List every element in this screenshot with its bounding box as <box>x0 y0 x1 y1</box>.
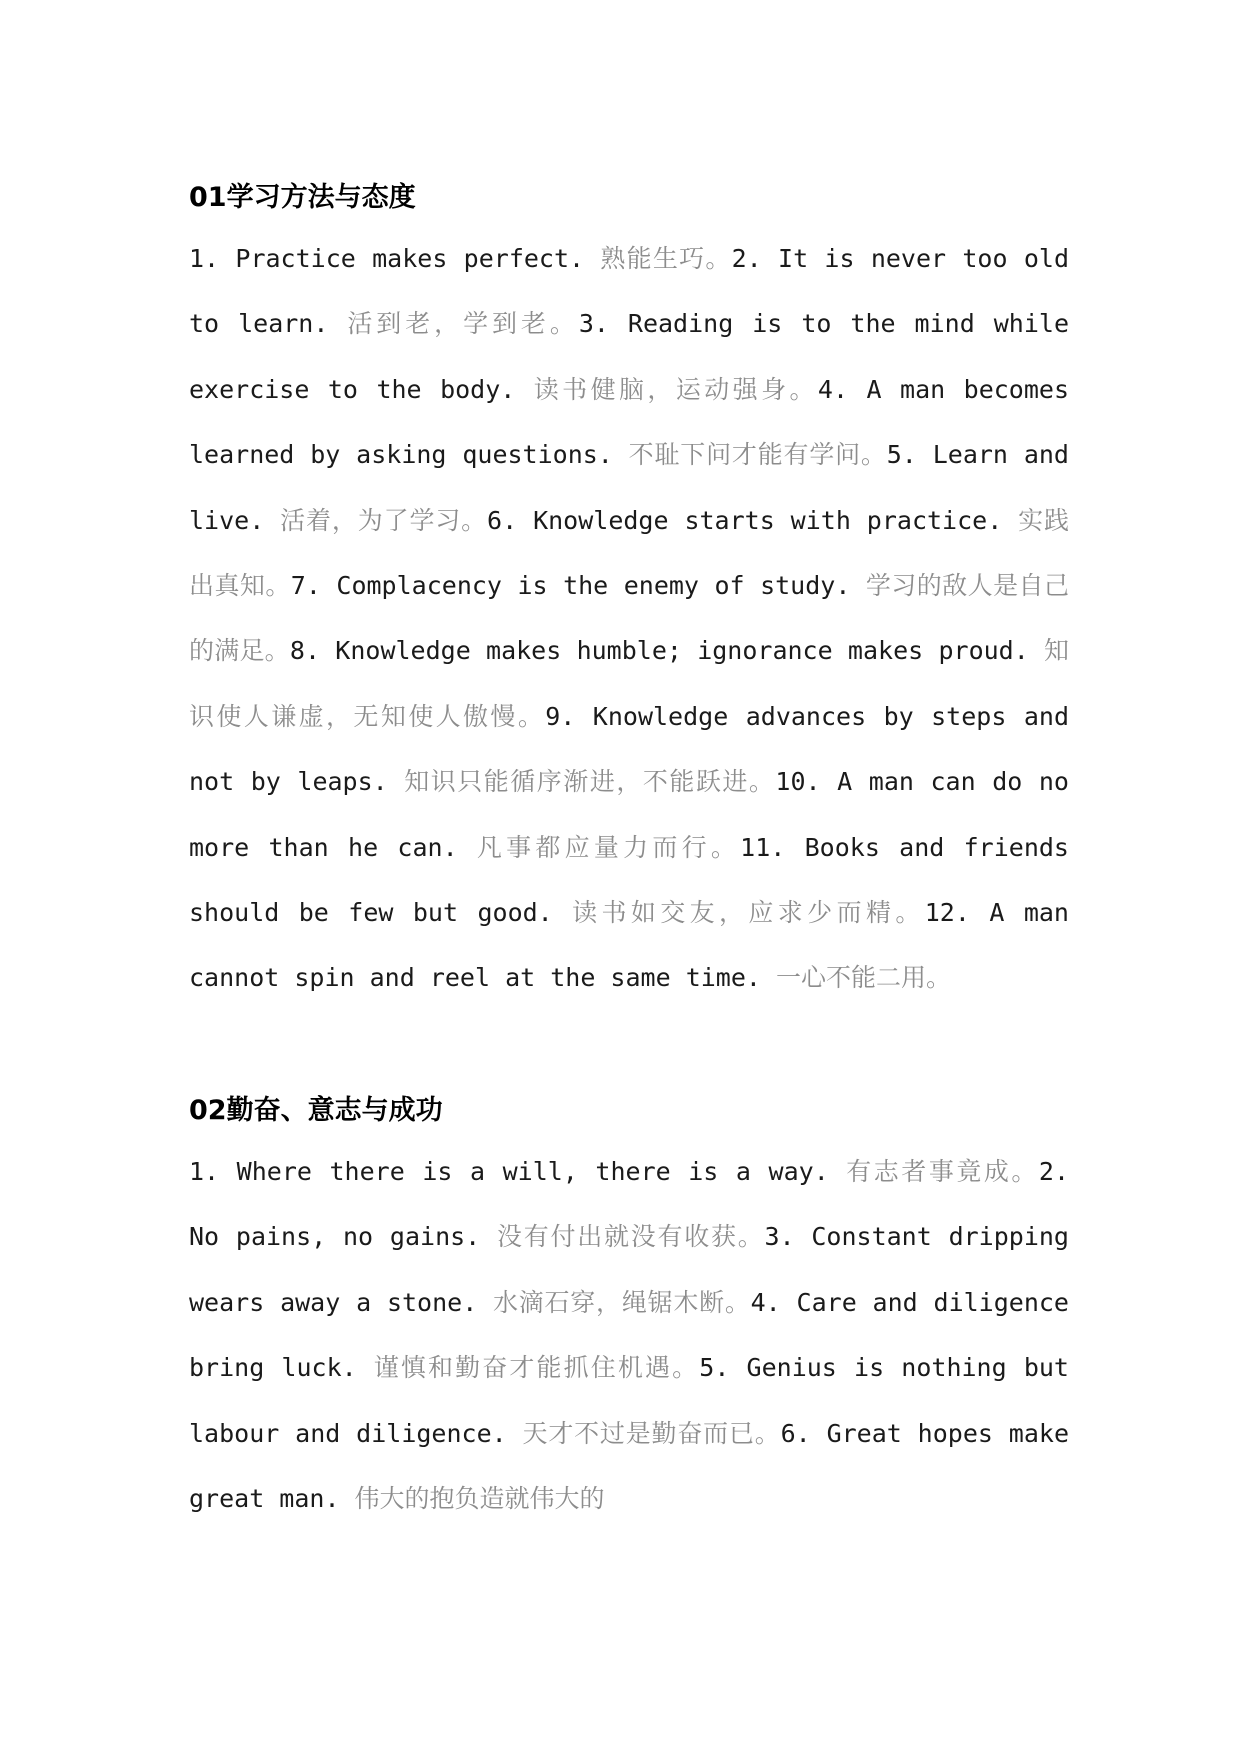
proverb-english: Great hopes make great man. <box>189 1418 1069 1513</box>
proverb-number: 8. <box>289 636 336 666</box>
proverb-chinese: 熟能生巧。 <box>599 244 732 273</box>
proverb-english: Learn and live. <box>189 440 1069 535</box>
section-heading-2: 02勤奋、意志与成功 <box>189 1094 443 1126</box>
proverb-number: 1. <box>189 1156 237 1186</box>
proverb-chinese: 读书健脑，运动强身。 <box>530 374 818 404</box>
proverb-chinese: 谨慎和勤奋才能抓住机遇。 <box>371 1353 700 1383</box>
proverb-chinese: 知识使人谦虚，无知使人傲慢。 <box>189 636 1070 731</box>
proverb-english: Constant dripping wears away a stone. <box>189 1222 1069 1317</box>
proverb-number: 2. <box>731 244 779 273</box>
proverb-number: 3. <box>578 309 628 339</box>
proverb-english: Practice makes perfect. <box>235 244 585 273</box>
proverb-list-2 <box>189 1139 1069 1531</box>
proverb-english: Care and diligence bring luck. <box>189 1287 1069 1383</box>
proverb-english: It is never too old to learn. <box>189 244 1069 339</box>
proverb-chinese: 凡事都应量力而行。 <box>472 832 741 862</box>
proverb-english: Reading is to the mind while exercise to the body. <box>189 309 1070 404</box>
proverb-number: 2. <box>1038 1156 1069 1186</box>
proverb-chinese: 一心不能二用。 <box>775 963 951 993</box>
proverb-number: 6. <box>780 1418 827 1448</box>
proverb-chinese: 水滴石穿，绳锯木断。 <box>492 1287 751 1317</box>
section-heading-1: 01学习方法与态度 <box>189 182 416 213</box>
proverb-english: Knowledge starts with practice. <box>533 505 1003 535</box>
proverb-number: 4. <box>817 374 867 404</box>
proverb-chinese: 不耻下问才能有学问。 <box>627 440 887 470</box>
section-gap <box>189 1011 1069 1083</box>
proverb-number: 11. <box>740 832 805 862</box>
proverb-chinese: 活到老，学到老。 <box>343 309 579 339</box>
proverb-number: 9. <box>545 701 593 731</box>
proverb-chinese: 活着，为了学习。 <box>279 505 488 535</box>
proverb-number: 4. <box>750 1287 797 1317</box>
proverb-english: A man becomes learned by asking questions. <box>189 374 1069 470</box>
proverb-english: A man cannot spin and reel at the same time. <box>189 898 1069 993</box>
proverb-chinese: 读书如交友，应求少而精。 <box>567 898 925 928</box>
proverb-english: Knowledge advances by steps and not by leaps. <box>189 701 1069 797</box>
proverb-english: A man can do no more than he can. <box>189 767 1069 862</box>
proverb-number: 7. <box>290 571 337 601</box>
proverb-english: Complacency is the enemy of study. <box>336 571 851 601</box>
proverb-english: Where there is a will, there is a way. <box>236 1156 829 1186</box>
proverb-list-1 <box>189 226 1069 1011</box>
proverb-english: Knowledge makes humble; ignorance makes proud. <box>335 636 1029 666</box>
proverb-number: 5. <box>886 440 933 470</box>
proverb-number: 12. <box>924 898 990 928</box>
proverb-english: No pains, no gains. <box>189 1222 481 1252</box>
proverb-chinese: 伟大的抱负造就伟大的 <box>354 1483 605 1513</box>
document-content <box>189 170 1069 1531</box>
proverb-number: 3. <box>764 1222 812 1252</box>
proverb-number: 1. <box>189 244 236 273</box>
proverb-number: 5. <box>699 1353 747 1383</box>
proverb-chinese: 实践出真知。 <box>189 505 1069 601</box>
proverb-number: 10. <box>775 767 838 797</box>
proverb-chinese: 有志者事竟成。 <box>843 1156 1039 1186</box>
proverb-chinese: 没有付出就没有收获。 <box>495 1222 765 1252</box>
proverb-chinese: 学习的敌人是自己的满足。 <box>189 571 1069 666</box>
proverb-chinese: 天才不过是勤奋而已。 <box>521 1418 781 1448</box>
proverb-english: Books and friends should be few but good. <box>189 832 1069 928</box>
proverb-chinese: 知识只能循序渐进，不能跃进。 <box>402 767 776 797</box>
proverb-english: Genius is nothing but labour and diligence. <box>189 1353 1069 1448</box>
proverb-number: 6. <box>487 505 534 535</box>
